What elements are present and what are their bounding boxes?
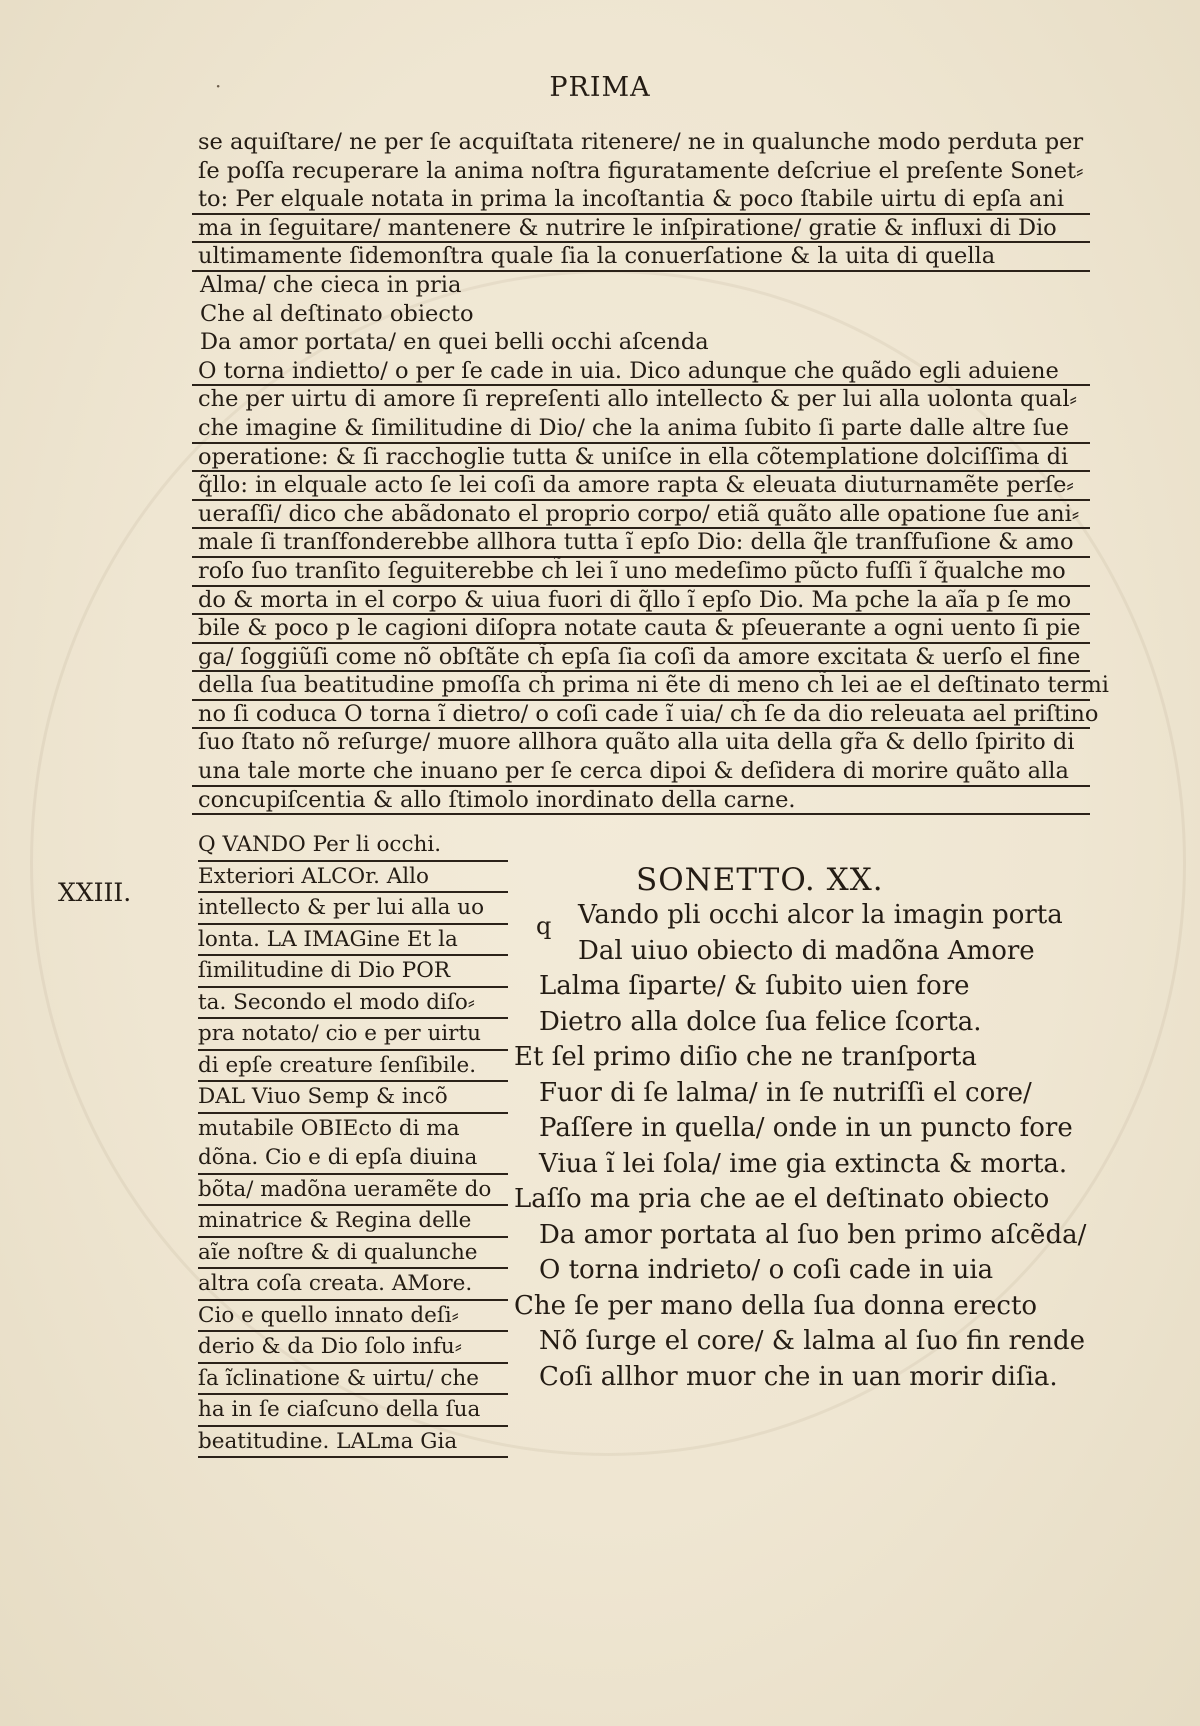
sonnet-line: Nõ ſurge el core/ & lalma al ſuo fin rende [539,1326,1086,1356]
sonnet-line: Paſſere in quella/ onde in un puncto fore [539,1113,1073,1143]
commentary-line: bile & poco p le cagioni diſopra notate cauta & pſeuerante a ogni uento ſi pie [198,615,1081,642]
sonnet-title: SONETTO. XX. [636,862,884,898]
gloss-line: beatitudine. LALma Gia [198,1427,508,1459]
sonnet-line: Dietro alla dolce ſua felice ſcorta. [539,1006,982,1037]
commentary-verse-line: Che al deſtinato obiecto [200,300,474,327]
sonnet-line: Da amor portata al ſuo ben primo aſcẽda/ [539,1219,1087,1250]
gloss-line: ta. Secondo el modo diſo⸗ [198,988,508,1020]
commentary-line: ſuo ſtato nõ reſurge/ muore allhora quãto alla uita della gr̃a & dello ſpirito di [198,729,1075,756]
commentary-line: che imagine & ſimilitudine di Dio/ che la anima ſubito ſi parte dalle altre ſue [198,414,1082,443]
sonnet-line: Dal uiuo obiecto di madõna Amore [578,935,1035,966]
commentary-line: q̃llo: in elquale acto ſe lei coſi da amore rapta & eleuata diuturnamẽte perſe⸗ [198,471,1082,500]
gloss-line: Cio e quello innato deſi⸗ [198,1301,508,1333]
sonnet-line: Coſi allhor muor che in uan morir diſia. [539,1361,1058,1392]
gloss-line: bõta/ madõna ueramẽte do [198,1175,508,1207]
gloss-line: di epſe creature ſenſibile. [198,1051,508,1083]
commentary-line: male ſi tranſfonderebbe allhora tutta ĩ epſo Dio: della q̃le tranſfuſione & amo [198,528,1082,557]
commentary-line: concupiſcentia & allo ſtimolo inordinato della carne. [198,786,1082,815]
gloss-line: derio & da Dio ſolo infu⸗ [198,1332,508,1364]
gloss-line: ha in ſe ciaſcuno della ſua [198,1395,508,1427]
sonnet-line: Fuor di ſe lalma/ in ſe nutriſſi el core/ [539,1077,1032,1108]
sonnet-line: O torna indrieto/ o coſi cade in uia [539,1255,994,1285]
gloss-line: Q VANDO Per li occhi. [198,830,508,862]
sonnet-block [514,898,1114,1395]
gloss-line: dõna. Cio e di epſa diuina [198,1143,508,1175]
running-head: PRIMA [549,72,651,103]
commentary-line: do & morta in el corpo & uiua fuori di q̃llo ĩ epſo Dio. Ma pche la aĩa p ſe mo [198,586,1082,615]
commentary-line: ultimamente ſidemonſtra quale ſia la conuerſatione & la uita di quella [198,242,1082,271]
sonnet-line: Et ſel primo diſio che ne tranſporta [514,1042,977,1072]
sonnet-line: Che ſe per mano della ſua donna erecto [514,1290,1038,1321]
gloss-line: ſa ĩclinatione & uirtu/ che [198,1364,508,1396]
commentary-line: to: Per elquale notata in prima la incoſtantia & poco ſtabile uirtu di epſa ani [198,185,1082,214]
sonnet-line: Vando pli occhi alcor la imagin porta [578,900,1063,930]
commentary-verse-line: Da amor portata/ en quei belli occhi aſcenda [200,329,709,356]
gloss-line: lonta. LA IMAGine Et la [198,925,508,957]
commentary-line: roſo ſuo tranſito ſeguiterebbe ch̃ lei ĩ uno medeſimo pũcto fuſſi ĩ q̃ualche mo [198,557,1082,586]
commentary-line: operatione: & ſi racchoglie tutta & uniſce in ella cõtemplatione dolciſſima di [198,443,1082,472]
gloss-line: minatrice & Regina delle [198,1206,508,1238]
commentary-block [198,128,1110,814]
margin-number: XXIII. [58,878,132,907]
sonnet-line: Lalma ſiparte/ & ſubito uien fore [539,971,970,1001]
gloss-line: Exteriori ALCOr. Allo [198,862,508,894]
gloss-line: ſimilitudine di Dio POR [198,956,508,988]
faint-page-mark: · [215,74,222,98]
gloss-line: intellecto & per lui alla uo [198,893,508,925]
commentary-line: ga/ ſoggiũſi come nõ obſtãte ch̃ epſa ſia coſi da amore excitata & uerſo el fine [198,643,1081,670]
commentary-line: che per uirtu di amore ſi repreſenti allo intellecto & per lui alla uolonta qual⸗ [198,386,1078,413]
sonnet-line: Viua ĩ lei ſola/ ime gia extincta & morta. [539,1148,1068,1179]
commentary-line: una tale morte che inuano per ſe cerca dipoi & deſidera di morire quãto alla [198,757,1082,786]
gloss-column [198,830,508,1458]
gloss-line: aĩe noſtre & di qualunche [198,1238,508,1270]
commentary-verse-line: Alma/ che cieca in pria [200,271,462,298]
commentary-line: della ſua beatitudine pmoſſa ch̃ prima ni ẽte di meno ch̃ lei ae el deſtinato termi [198,672,1110,699]
commentary-line: ma in ſeguitare/ mantenere & nutrire le inſpiratione/ gratie & influxi di Dio [198,214,1082,243]
commentary-line: ſe poſſa recuperare la anima noſtra figuratamente deſcriue el preſente Sonet⸗ [198,157,1084,184]
gloss-line: DAL Viuo Semp & incõ [198,1082,508,1114]
sonnet-line: Laſſo ma pria che ae el deſtinato obiecto [514,1184,1050,1214]
commentary-line: se aquiſtare/ ne per ſe acquiſtata ritenere/ ne in qualunche modo perduta per [198,129,1084,155]
gloss-line: mutabile OBIEcto di ma [198,1115,460,1141]
commentary-line: ueraſſi/ dico che abãdonato el proprio corpo/ etiã quãto alle opatione ſue ani⸗ [198,500,1082,529]
commentary-line: no ſi coduca O torna ĩ dietro/ o coſi cade ĩ uia/ ch̃ ſe da dio releuata ael priſtino [198,700,1099,727]
guide-letter-initial: q [536,912,552,940]
commentary-line: O torna indietto/ o per ſe cade in uia. Dico adunque che quãdo egli aduiene [198,357,1082,386]
gloss-line: altra coſa creata. AMore. [198,1269,508,1301]
gloss-line: pra notato/ cio e per uirtu [198,1019,508,1051]
